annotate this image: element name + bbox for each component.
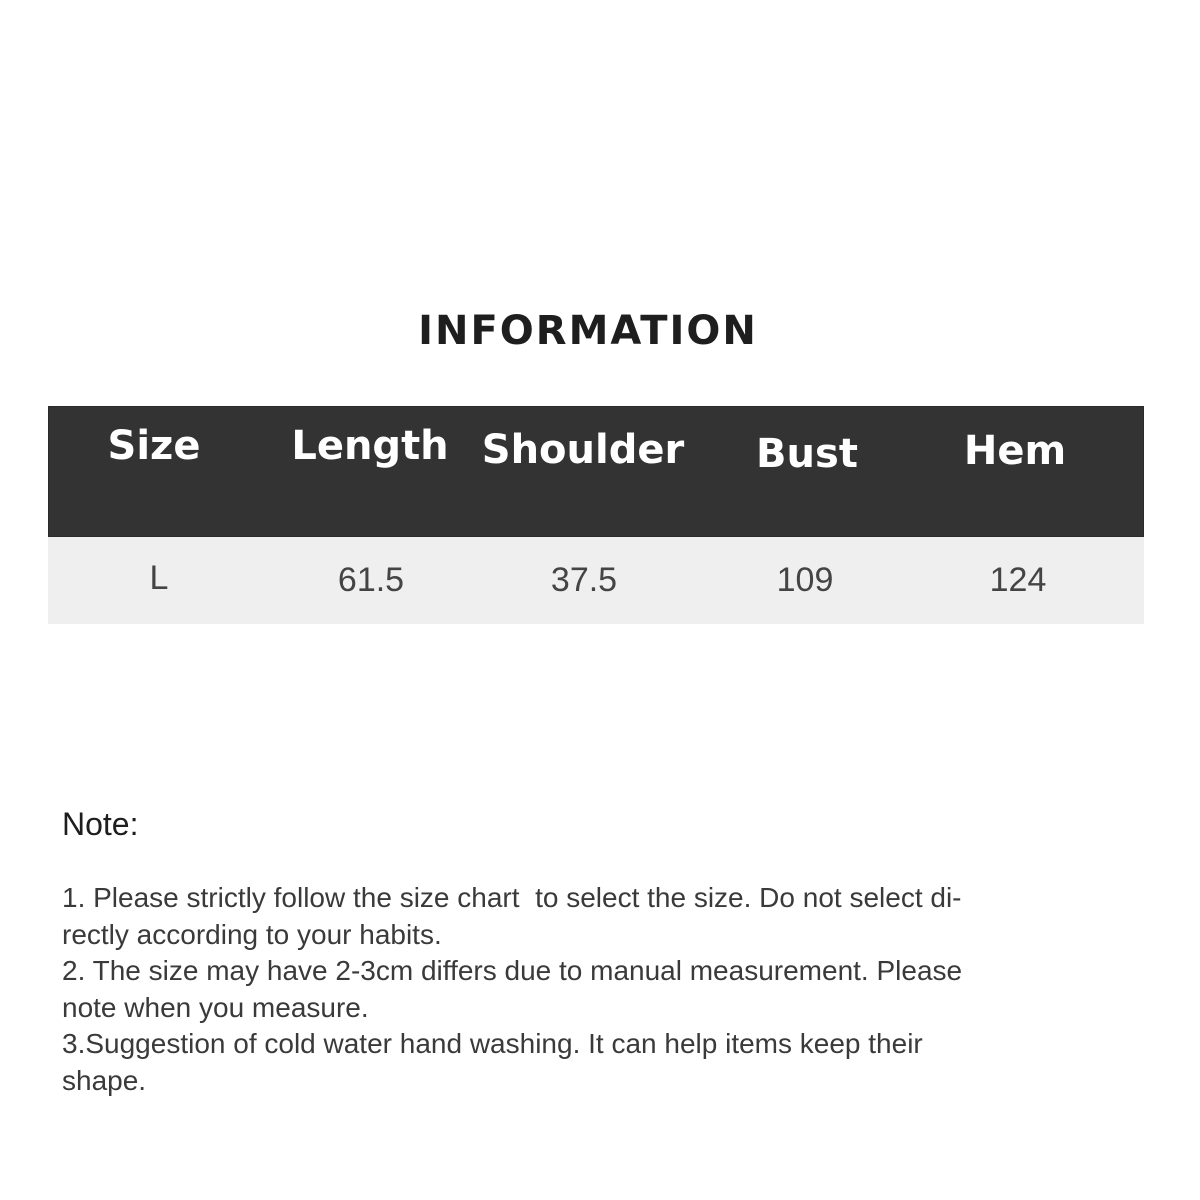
note-line: shape. (62, 1064, 147, 1096)
cell-shoulder: 37.5 (550, 561, 618, 599)
size-chart-table (48, 406, 1144, 624)
note-heading: Note: (62, 806, 139, 842)
table-row (48, 537, 1144, 624)
note-line: 3.Suggestion of cold water hand washing. It can help items keep their (62, 1028, 923, 1059)
note-body (62, 880, 1102, 1099)
note-line: note when you measure. (62, 991, 369, 1023)
cell-bust: 109 (776, 561, 834, 599)
cell-size: L (149, 559, 169, 597)
note-line: rectly according to your habits. (62, 918, 442, 950)
cell-hem: 124 (989, 561, 1047, 599)
page-title: INFORMATION (418, 308, 758, 354)
note-line: 1. Please strictly follow the size chart to select the size. Do not select di- (62, 882, 962, 913)
header-hem: Hem (963, 428, 1067, 474)
header-length: Length (291, 423, 449, 469)
table-header-row (48, 406, 1144, 537)
note-line: 2. The size may have 2-3cm differs due to manual measurement. Please (62, 955, 963, 986)
header-bust: Bust (756, 431, 858, 477)
cell-length: 61.5 (337, 561, 405, 599)
header-shoulder: Shoulder (481, 427, 685, 473)
header-size: Size (107, 423, 201, 469)
